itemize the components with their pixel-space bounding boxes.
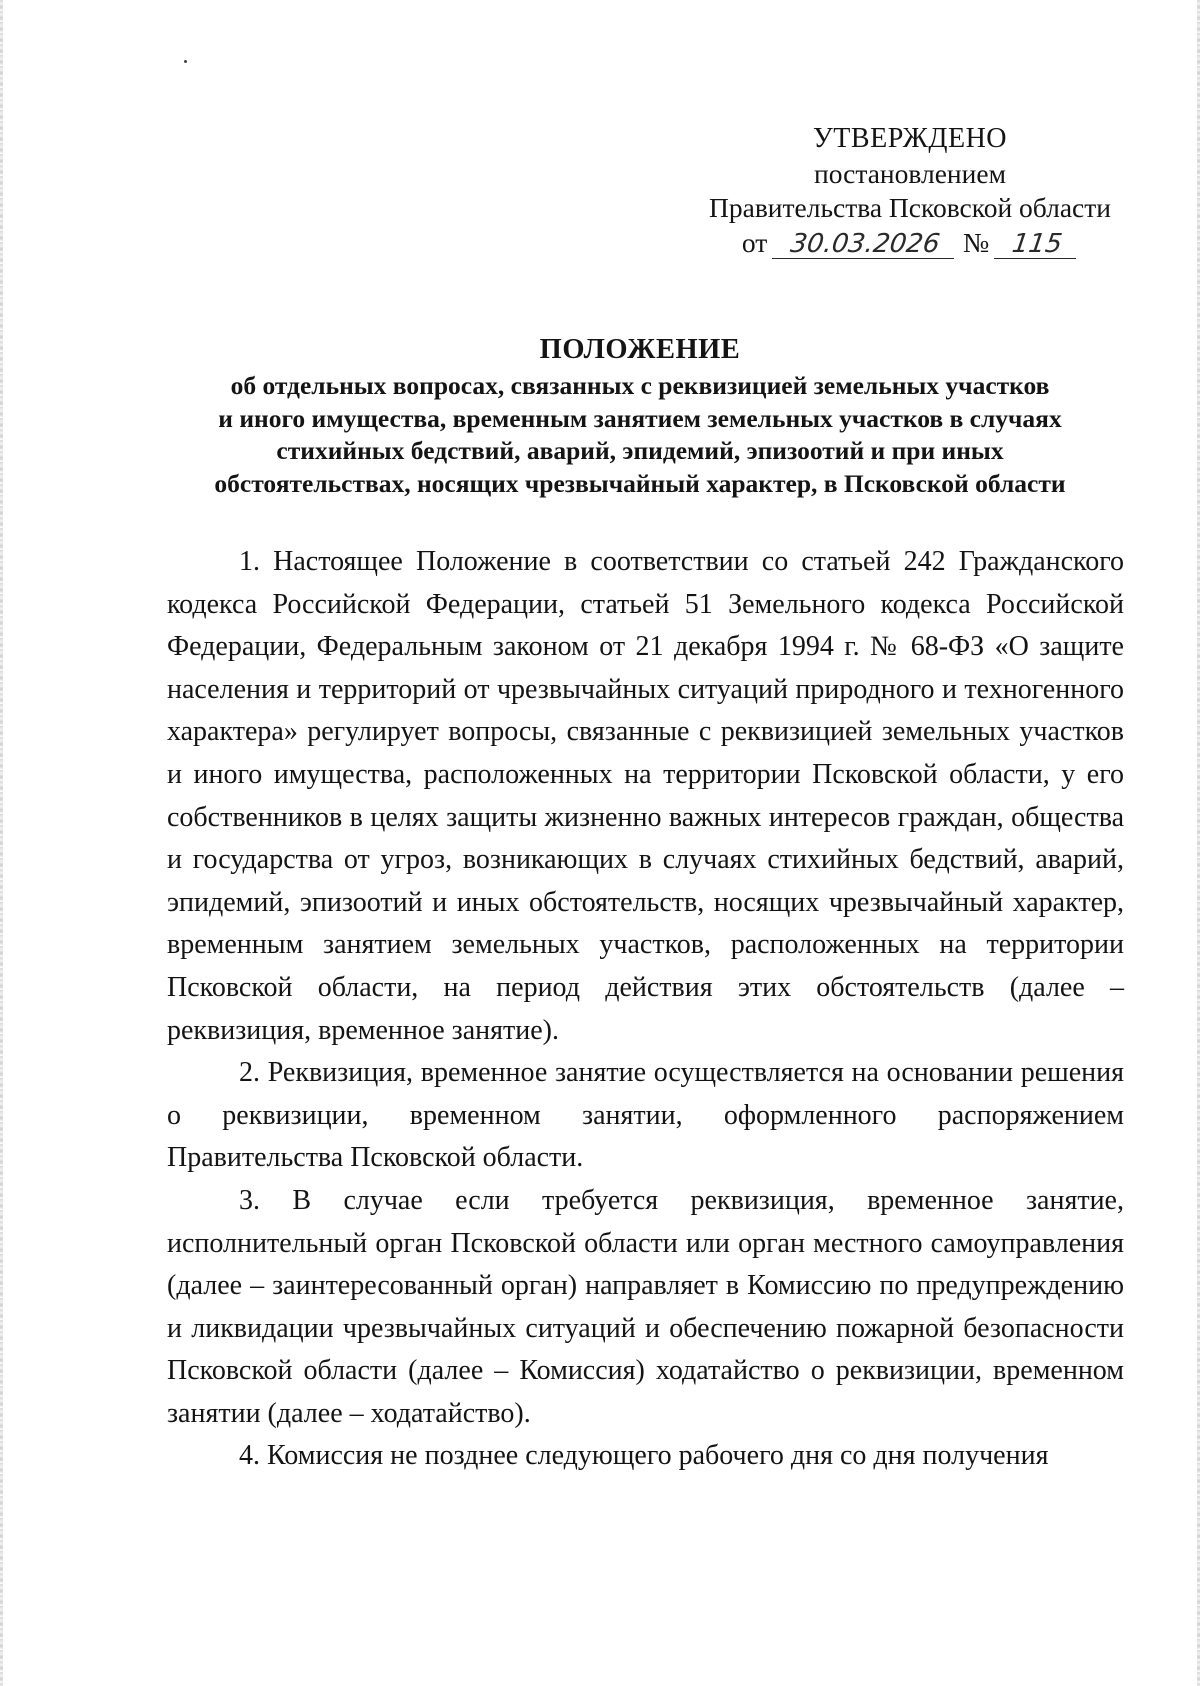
scan-edge-left	[0, 0, 3, 1686]
date-prefix: от	[741, 226, 768, 258]
document-title: ПОЛОЖЕНИЕ	[539, 334, 741, 365]
document-body	[167, 541, 1124, 1478]
approval-block	[690, 122, 1130, 260]
document-subtitle-line: и иного имущества, временным занятием земельных участков в случаях	[218, 403, 1062, 433]
paragraph-3: 3. В случае если требуется реквизиция, временное занятие, исполнительный орган Псковской области или орган местного самоуправления (далее – заинтересованный орган) направляет в Комиссию по предупреждению и ликвидации чрезвычайных ситуаций и обеспечению пожарной безопасности Псковской области (далее – Комиссия) ходатайство о реквизиции, временном занятии (далее – ходатайство).	[167, 1184, 1124, 1429]
document-subtitle-line: стихийных бедствий, аварий, эпидемий, эпизоотий и при иных	[276, 436, 1004, 465]
document-subtitle-line: обстоятельствах, носящих чрезвычайный характер, в Псковской области	[214, 468, 1066, 498]
document-subtitle-line: об отдельных вопросах, связанных с реквизицией земельных участков	[230, 371, 1050, 400]
handwritten-date: 30.03.2026	[772, 230, 958, 259]
approval-line-1: постановлением	[814, 157, 1006, 189]
handwritten-number: 115	[994, 230, 1080, 259]
approval-line-2: Правительства Псковской области	[709, 192, 1111, 223]
approval-date-row	[690, 226, 1130, 261]
approval-title: УТВЕРЖДЕНО	[812, 123, 1008, 154]
number-sign: №	[963, 226, 990, 258]
scan-speck	[184, 60, 187, 63]
document-heading	[160, 330, 1120, 500]
paragraph-2: 2. Реквизиция, временное занятие осуществляется на основании решения о реквизиции, временном занятии, оформленного распоряжением Правительства Псковской области.	[167, 1057, 1124, 1174]
paragraph-4: 4. Комиссия не позднее следующего рабочего дня со дня получения	[239, 1440, 1049, 1472]
paragraph-1: 1. Настоящее Положение в соответствии со статьей 242 Гражданского кодекса Российской Федерации, статьей 51 Земельного кодекса Российской Федерации, Федеральным законом от 21 декабря 1994 г. № 68-ФЗ «О защите населения и территорий от чрезвычайных ситуаций природного и техногенного характера» регулирует вопросы, связанные с реквизицией земельных участков и иного имущества, расположенных на территории Псковской области, у его собственников в целях защиты жизненно важных интересов граждан, общества и государства от угроз, возникающих в случаях стихийных бедствий, аварий, эпидемий, эпизоотий и иных обстоятельств, носящих чрезвычайный характер, временным занятием земельных участков, расположенных на территории Псковской области, на период действия этих обстоятельств (далее – реквизиция, временное занятие).	[167, 546, 1124, 1046]
